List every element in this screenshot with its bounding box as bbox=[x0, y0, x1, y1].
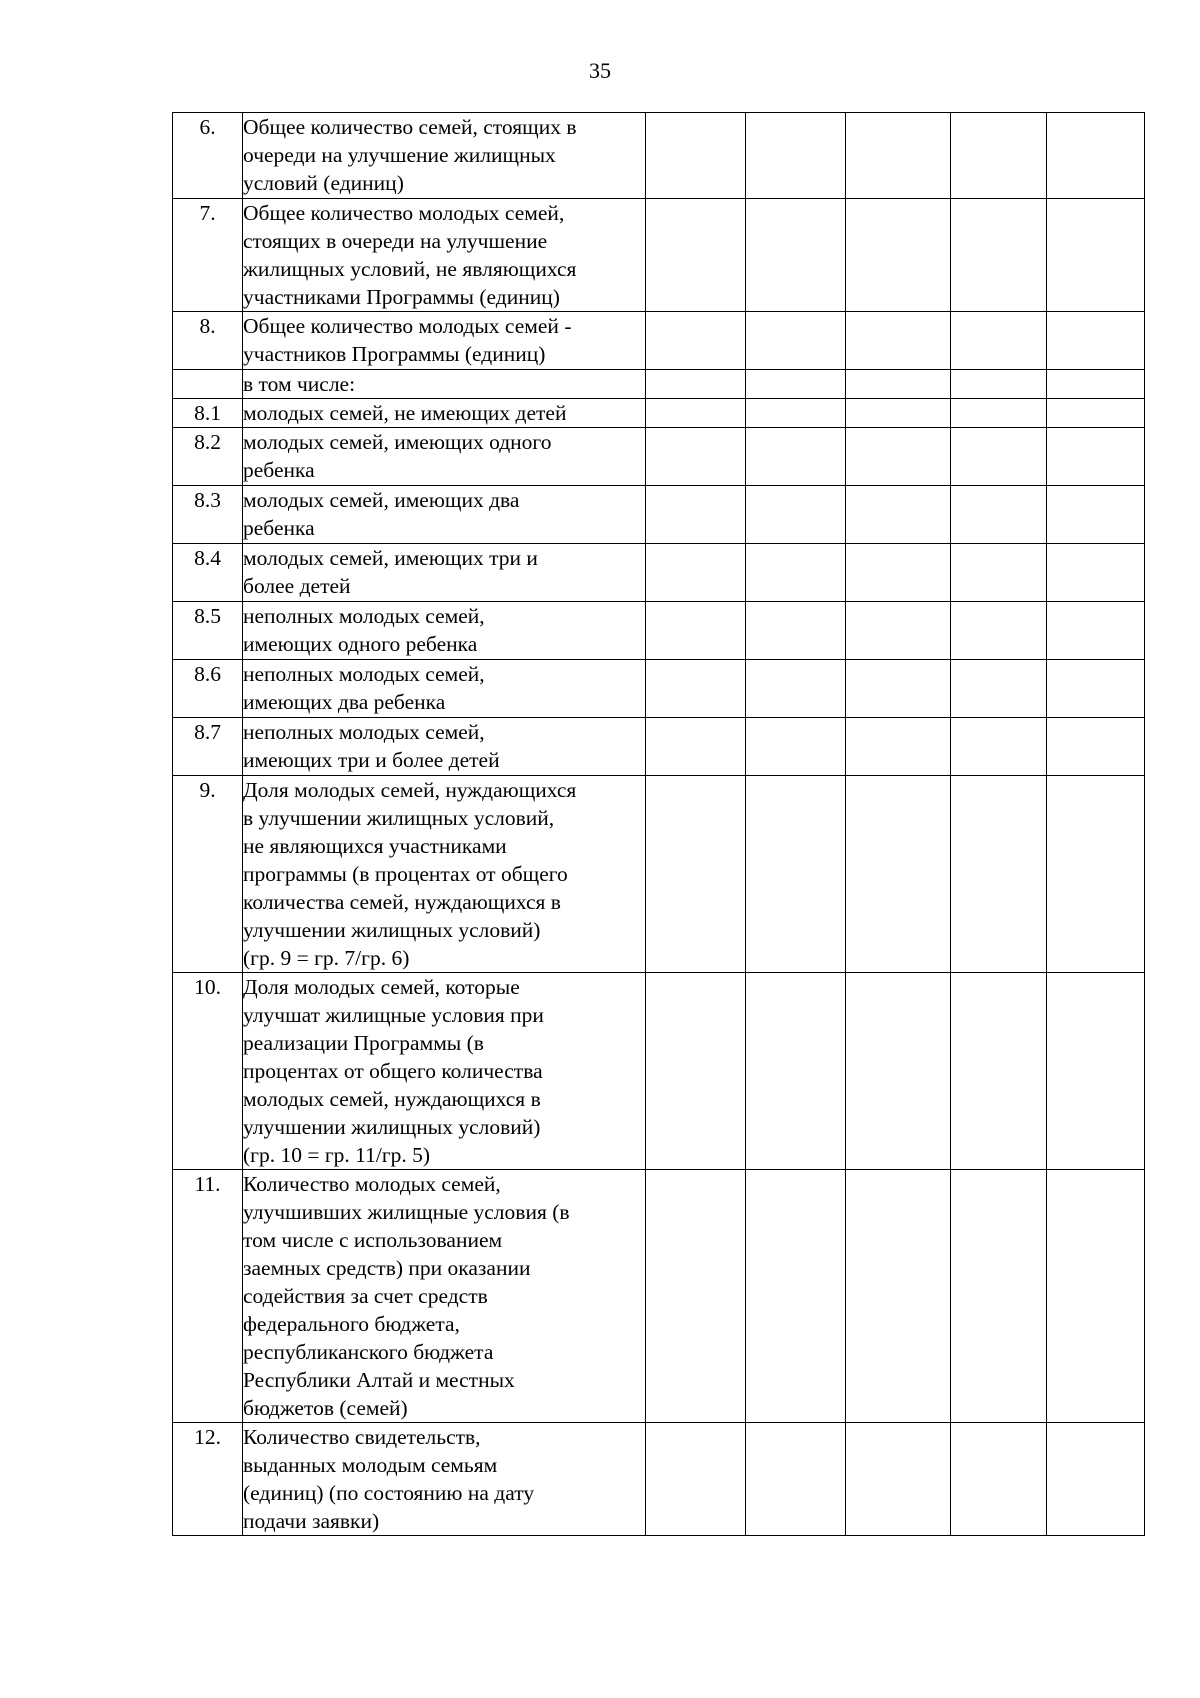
row-description: Общее количество молодых семей - участников Программы (единиц) bbox=[243, 312, 646, 370]
value-cell bbox=[746, 428, 846, 486]
value-cell bbox=[951, 428, 1047, 486]
row-description: неполных молодых семей, имеющих одного ребенка bbox=[243, 602, 646, 660]
value-cell bbox=[951, 973, 1047, 1170]
row-description: неполных молодых семей, имеющих три и более детей bbox=[243, 718, 646, 776]
value-cell bbox=[746, 199, 846, 312]
table-row bbox=[173, 1170, 1145, 1423]
table-row bbox=[173, 1423, 1145, 1536]
value-cell bbox=[846, 113, 951, 199]
value-cell bbox=[846, 602, 951, 660]
row-description: Количество молодых семей, улучшивших жилищные условия (в том числе с использованием заемных средств) при оказании содействия за счет средств федерального бюджета, республиканского бюджета Республики Алтай и местных бюджетов (семей) bbox=[243, 1170, 646, 1423]
row-description: молодых семей, имеющих два ребенка bbox=[243, 486, 646, 544]
row-number: 6. bbox=[173, 113, 243, 199]
value-cell bbox=[746, 399, 846, 428]
value-cell bbox=[646, 973, 746, 1170]
table-row bbox=[173, 312, 1145, 370]
value-cell bbox=[746, 973, 846, 1170]
table-row bbox=[173, 370, 1145, 399]
row-number: 9. bbox=[173, 776, 243, 973]
value-cell bbox=[1047, 973, 1145, 1170]
value-cell bbox=[746, 544, 846, 602]
value-cell bbox=[951, 370, 1047, 399]
indicators-table bbox=[172, 112, 1145, 1536]
value-cell bbox=[1047, 312, 1145, 370]
row-description: Общее количество семей, стоящих в очереди на улучшение жилищных условий (единиц) bbox=[243, 113, 646, 199]
value-cell bbox=[951, 718, 1047, 776]
value-cell bbox=[846, 486, 951, 544]
value-cell bbox=[1047, 660, 1145, 718]
table-row bbox=[173, 602, 1145, 660]
value-cell bbox=[746, 718, 846, 776]
row-number: 11. bbox=[173, 1170, 243, 1423]
value-cell bbox=[646, 660, 746, 718]
value-cell bbox=[1047, 399, 1145, 428]
value-cell bbox=[646, 399, 746, 428]
value-cell bbox=[646, 113, 746, 199]
table-row bbox=[173, 486, 1145, 544]
value-cell bbox=[951, 660, 1047, 718]
page-number: 35 bbox=[589, 58, 611, 83]
value-cell bbox=[746, 660, 846, 718]
value-cell bbox=[846, 718, 951, 776]
value-cell bbox=[846, 660, 951, 718]
value-cell bbox=[846, 399, 951, 428]
table-row bbox=[173, 660, 1145, 718]
value-cell bbox=[646, 199, 746, 312]
table-row bbox=[173, 776, 1145, 973]
value-cell bbox=[646, 718, 746, 776]
value-cell bbox=[1047, 428, 1145, 486]
row-number: 8.7 bbox=[173, 718, 243, 776]
value-cell bbox=[746, 113, 846, 199]
row-description: Доля молодых семей, нуждающихся в улучшении жилищных условий, не являющихся участниками программы (в процентах от общего количества семей, нуждающихся в улучшении жилищных условий) (гр. 9 = гр. 7/гр. 6) bbox=[243, 776, 646, 973]
table-row bbox=[173, 113, 1145, 199]
table-row bbox=[173, 973, 1145, 1170]
value-cell bbox=[951, 399, 1047, 428]
value-cell bbox=[951, 1170, 1047, 1423]
value-cell bbox=[951, 486, 1047, 544]
row-number: 8.2 bbox=[173, 428, 243, 486]
row-description: Доля молодых семей, которые улучшат жилищные условия при реализации Программы (в процентах от общего количества молодых семей, нуждающихся в улучшении жилищных условий) (гр. 10 = гр. 11/гр. 5) bbox=[243, 973, 646, 1170]
row-number: 8.5 bbox=[173, 602, 243, 660]
row-number: 8.1 bbox=[173, 399, 243, 428]
value-cell bbox=[1047, 113, 1145, 199]
row-description: в том числе: bbox=[243, 370, 646, 399]
value-cell bbox=[1047, 486, 1145, 544]
value-cell bbox=[1047, 199, 1145, 312]
row-description: неполных молодых семей, имеющих два ребенка bbox=[243, 660, 646, 718]
row-number: 10. bbox=[173, 973, 243, 1170]
value-cell bbox=[1047, 544, 1145, 602]
value-cell bbox=[646, 602, 746, 660]
value-cell bbox=[646, 312, 746, 370]
table-row bbox=[173, 428, 1145, 486]
row-number: 8.4 bbox=[173, 544, 243, 602]
value-cell bbox=[951, 199, 1047, 312]
value-cell bbox=[846, 312, 951, 370]
value-cell bbox=[746, 776, 846, 973]
value-cell bbox=[746, 602, 846, 660]
value-cell bbox=[1047, 718, 1145, 776]
row-number: 8. bbox=[173, 312, 243, 370]
value-cell bbox=[1047, 1170, 1145, 1423]
value-cell bbox=[846, 544, 951, 602]
row-description: Общее количество молодых семей, стоящих в очереди на улучшение жилищных условий, не являющихся участниками Программы (единиц) bbox=[243, 199, 646, 312]
value-cell bbox=[1047, 776, 1145, 973]
table-row bbox=[173, 718, 1145, 776]
value-cell bbox=[846, 776, 951, 973]
row-number bbox=[173, 370, 243, 399]
value-cell bbox=[646, 544, 746, 602]
row-description: молодых семей, не имеющих детей bbox=[243, 399, 646, 428]
row-number: 8.3 bbox=[173, 486, 243, 544]
value-cell bbox=[1047, 1423, 1145, 1536]
value-cell bbox=[951, 312, 1047, 370]
row-description: молодых семей, имеющих три и более детей bbox=[243, 544, 646, 602]
table-row bbox=[173, 544, 1145, 602]
value-cell bbox=[951, 113, 1047, 199]
value-cell bbox=[646, 428, 746, 486]
value-cell bbox=[846, 1170, 951, 1423]
value-cell bbox=[746, 312, 846, 370]
row-description: Количество свидетельств, выданных молодым семьям (единиц) (по состоянию на дату подачи заявки) bbox=[243, 1423, 646, 1536]
value-cell bbox=[846, 973, 951, 1170]
value-cell bbox=[846, 199, 951, 312]
value-cell bbox=[846, 428, 951, 486]
row-number: 7. bbox=[173, 199, 243, 312]
table-row bbox=[173, 399, 1145, 428]
value-cell bbox=[746, 370, 846, 399]
value-cell bbox=[1047, 602, 1145, 660]
value-cell bbox=[646, 776, 746, 973]
value-cell bbox=[746, 1423, 846, 1536]
table-row bbox=[173, 199, 1145, 312]
value-cell bbox=[646, 370, 746, 399]
value-cell bbox=[646, 1170, 746, 1423]
value-cell bbox=[951, 776, 1047, 973]
value-cell bbox=[646, 1423, 746, 1536]
value-cell bbox=[746, 486, 846, 544]
value-cell bbox=[951, 602, 1047, 660]
value-cell bbox=[951, 1423, 1047, 1536]
row-description: молодых семей, имеющих одного ребенка bbox=[243, 428, 646, 486]
value-cell bbox=[846, 370, 951, 399]
value-cell bbox=[646, 486, 746, 544]
value-cell bbox=[1047, 370, 1145, 399]
value-cell bbox=[746, 1170, 846, 1423]
value-cell bbox=[951, 544, 1047, 602]
value-cell bbox=[846, 1423, 951, 1536]
row-number: 12. bbox=[173, 1423, 243, 1536]
row-number: 8.6 bbox=[173, 660, 243, 718]
